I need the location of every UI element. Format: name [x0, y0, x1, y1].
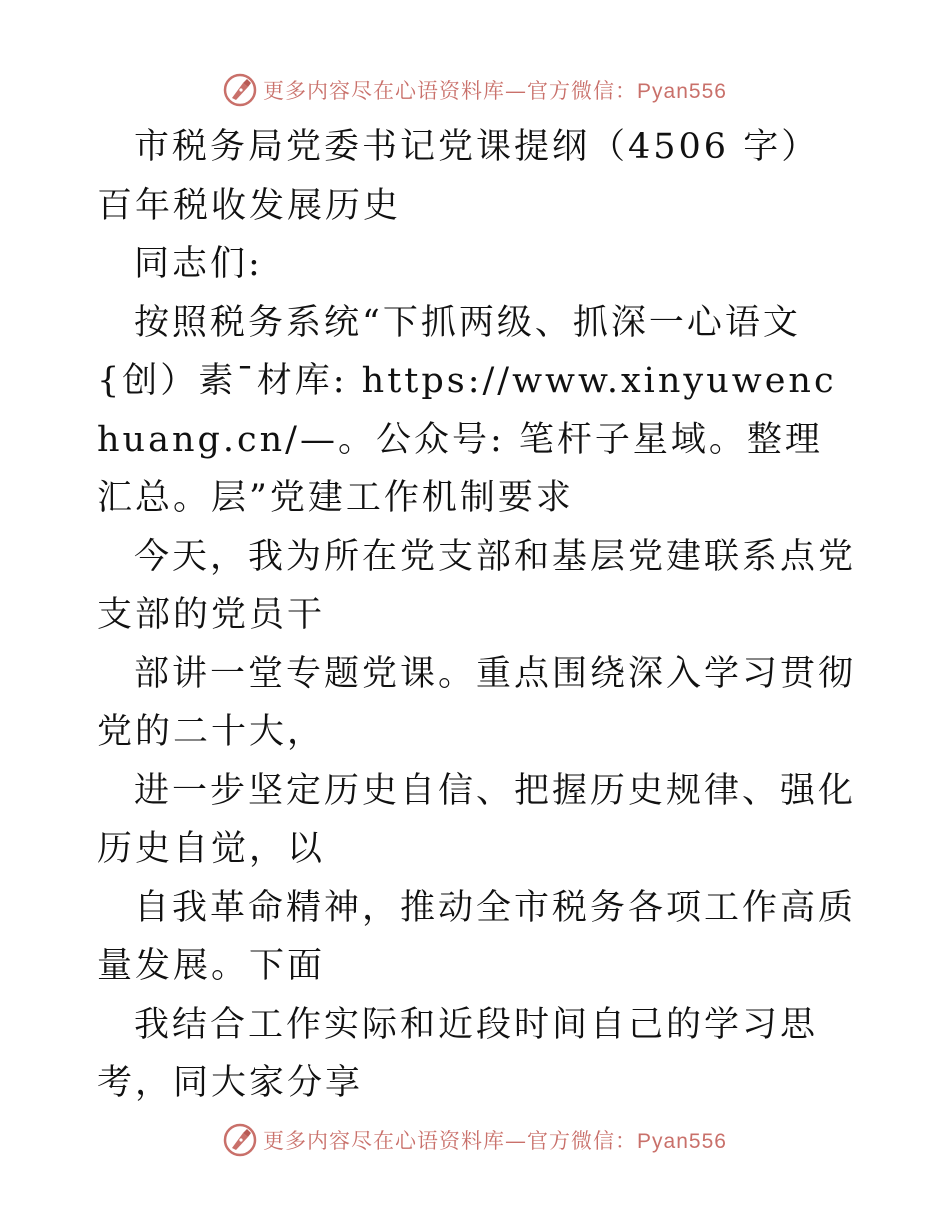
document-title: 市税务局党委书记党课提纲（4506 字）百年税收发展历史: [97, 127, 820, 226]
watermark-wechat-label: 官方微信：: [527, 1129, 638, 1153]
paragraph: 按照税务系统“下抓两级、抓深一心语文{创）素¯材库: https://www.xinyuwenchuang.cn/—。公众号: 笔杆子星域。整理汇总。层”党建工作机制要求: [97, 302, 837, 518]
watermark-wechat-id: Pyan556: [637, 1130, 727, 1153]
paragraph: 自我革命精神，推动全市税务各项工作高质量发展。下面: [97, 887, 857, 986]
watermark-slogan: 更多内容尽在心语资料库: [263, 1129, 506, 1153]
watermark-slogan: 更多内容尽在心语资料库: [263, 79, 506, 103]
watermark-separator: —: [505, 1129, 528, 1153]
paragraph: 进一步坚定历史自信、把握历史规律、强化历史自觉，以: [97, 770, 857, 869]
document-body: [97, 118, 857, 1113]
header-watermark-banner: [0, 70, 950, 110]
watermark-wechat-id: Pyan556: [637, 80, 727, 103]
paragraph: 部讲一堂专题党课。重点围绕深入学习贯彻党的二十大，: [97, 653, 857, 752]
watermark-separator: —: [505, 79, 528, 103]
watermark-wechat-label: 官方微信：: [527, 79, 638, 103]
paragraph: 今天，我为所在党支部和基层党建联系点党支部的党员干: [97, 536, 857, 635]
paragraph: 我结合工作实际和近段时间自己的学习思考，同大家分享: [97, 1004, 819, 1103]
pen-nib-logo-icon: [223, 1123, 257, 1157]
watermark-text: [263, 1125, 727, 1155]
pen-nib-logo-icon: [223, 73, 257, 107]
paragraph-greeting: 同志们:: [134, 244, 263, 284]
footer-watermark-banner: [0, 1120, 950, 1160]
watermark-text: [263, 75, 727, 105]
